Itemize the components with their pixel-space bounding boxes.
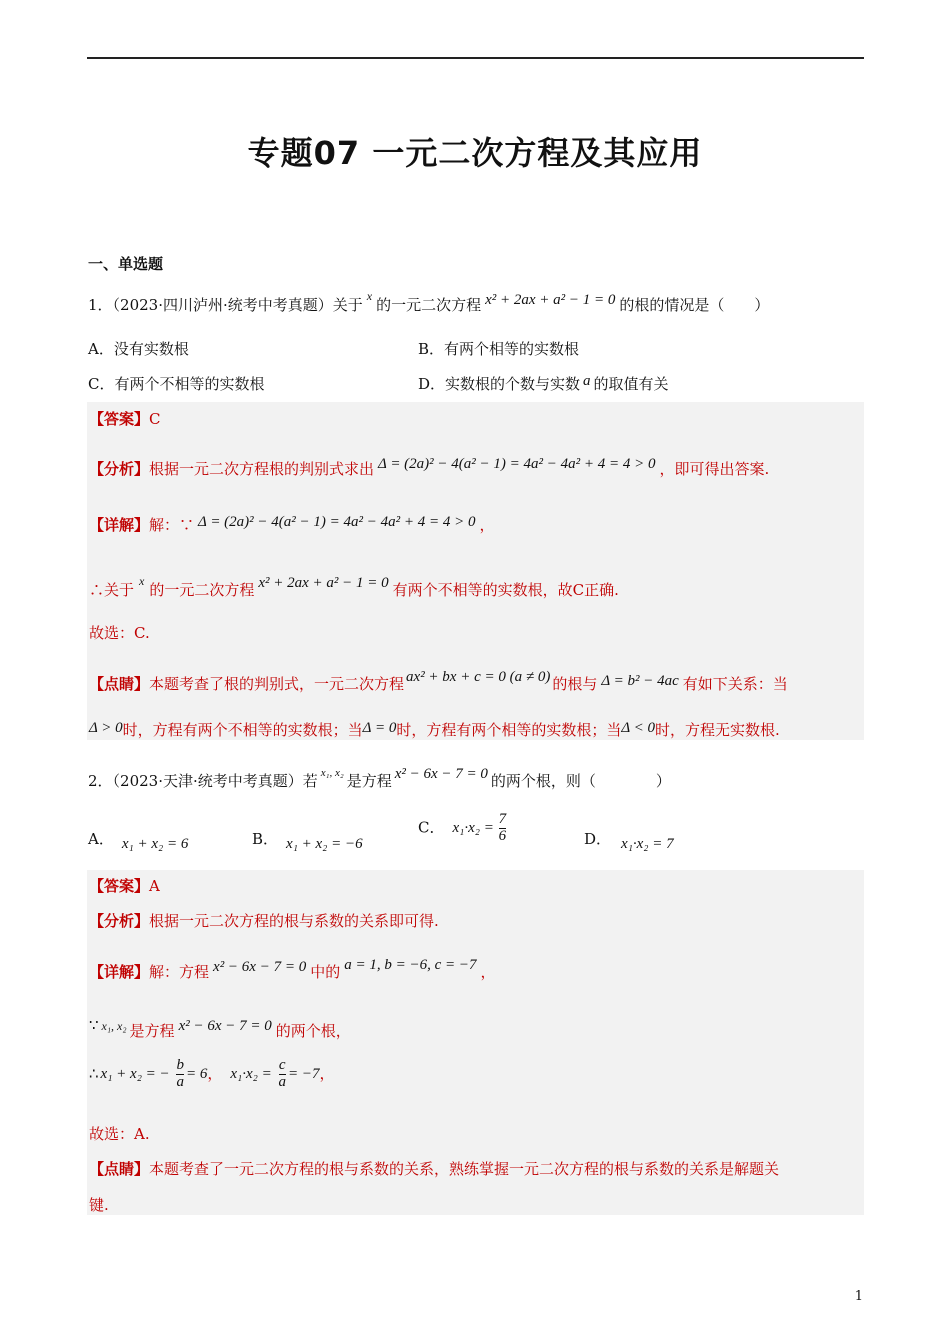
q2-option-c-fraction: $\frac{7}{6}$ — [498, 811, 507, 844]
q2-prod-fraction: $\frac{c}{a}$ — [278, 1057, 286, 1090]
q2-answer: 【答案】A — [89, 877, 160, 895]
q1-option-b: B．有两个相等的实数根 — [418, 340, 580, 358]
q1-comment-cont: Δ > 0时，方程有两个不相等的实数根；当Δ = 0时，方程有两个相等的实数根；当Δ < 0时，方程无实数根. — [89, 720, 780, 739]
q1-choose: 故选：C. — [89, 624, 150, 642]
q2-comment: 【点睛】本题考查了一元二次方程的根与系数的关系，熟练掌握一元二次方程的根与系数的关系是解题关 — [89, 1160, 780, 1178]
q2-analysis: 【分析】根据一元二次方程的根与系数的关系即可得. — [89, 912, 439, 930]
page-title: 专题07 一元二次方程及其应用 — [247, 134, 703, 172]
q1-comment: 【点睛】本题考查了根的判别式，一元二次方程 ax² + bx + c = 0 (a ≠ 0) 的根与 Δ = b² − 4ac 有如下关系：当 — [89, 669, 788, 693]
q1-answer: 【答案】C — [89, 410, 161, 428]
page-number: 1 — [854, 1289, 863, 1304]
q2-therefore: ∴ x₁ + x₂ = − $\frac{b}{a}$ = 6， x₁·x₂ = $\frac{c}{a}$ = −7， — [89, 1057, 335, 1090]
q2-choose: 故选：A. — [89, 1125, 150, 1143]
q1-detail: 【详解】解：∵ Δ = (2a)² − 4(a² − 1) = 4a² − 4a² + 4 = 4 > 0 ， — [89, 514, 495, 534]
q1-stem: 1．（2023·四川泸州·统考中考真题）关于 $^x$ 的一元二次方程 x² + 2ax + a² − 1 = 0 的根的情况是（ ） — [88, 289, 770, 314]
q1-option-a: A．没有实数根 — [88, 340, 189, 358]
section-heading: 一、单选题 — [88, 255, 164, 273]
q2-because: ∵ $^{x_1, x_2}$ 是方程 x² − 6x − 7 = 0 的两个根， — [89, 1016, 351, 1040]
q1-option-d: D．实数根的个数与实数 a 的取值有关 — [418, 373, 669, 393]
q2-option-c: C． x₁·x₂ = $\frac{7}{6}$ — [418, 811, 507, 844]
q2-option-d: D． x₁·x₂ = 7 — [584, 830, 674, 852]
q2-sum-fraction: $\frac{b}{a}$ — [176, 1057, 184, 1090]
q2-option-b: B． x₁ + x₂ = −6 — [252, 830, 363, 852]
q2-option-a: A． x₁ + x₂ = 6 — [88, 830, 189, 852]
q1-analysis: 【分析】根据一元二次方程根的判别式求出 Δ = (2a)² − 4(a² − 1) = 4a² − 4a² + 4 = 4 > 0 ，即可得出答案. — [89, 456, 770, 478]
q1-option-c: C．有两个不相等的实数根 — [88, 375, 265, 393]
q2-stem: 2．（2023·天津·统考中考真题）若 $^{x_1, x_2}$ 是方程 x² − 6x − 7 = 0 的两个根，则（ ） — [88, 766, 671, 790]
q2-detail: 【详解】解：方程 x² − 6x − 7 = 0 中的 a = 1, b = −6, c = −7 ， — [89, 957, 496, 981]
q2-comment-cont: 键. — [89, 1196, 109, 1214]
header-rule — [87, 57, 864, 59]
q1-therefore: ∴关于 $^x$ 的一元二次方程 x² + 2ax + a² − 1 = 0 有两个不相等的实数根，故C正确. — [89, 574, 619, 599]
